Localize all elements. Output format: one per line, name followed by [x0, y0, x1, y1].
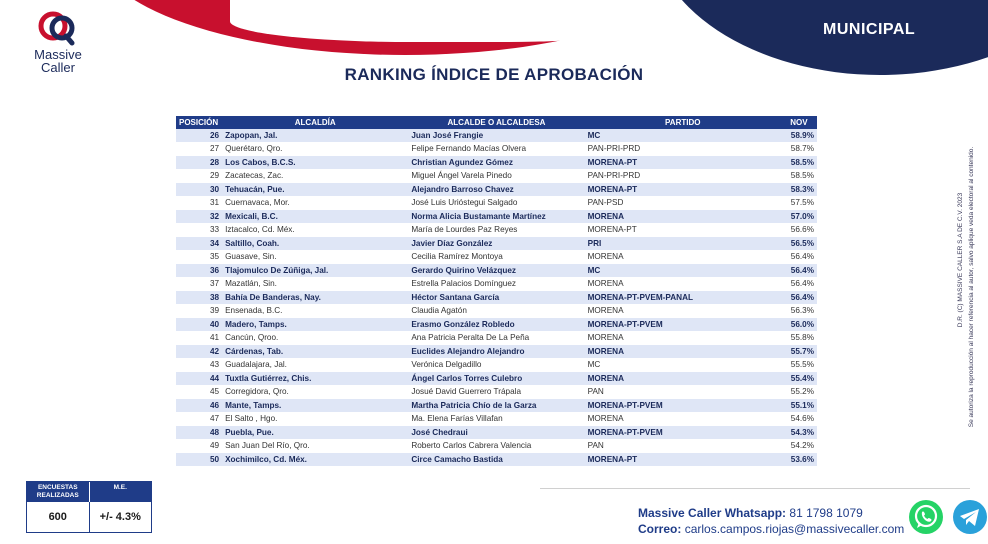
- cell-partido: MORENA-PT: [585, 183, 781, 197]
- cell-position: 33: [176, 223, 222, 237]
- stats-label-surveys: ENCUESTAS REALIZADAS: [27, 482, 90, 502]
- table-row: [176, 453, 817, 467]
- copyright-text: Se autoriza la reproducción al hacer referencia al autor, salvo aplique veda electoral al contenido.: [968, 146, 975, 428]
- cell-alcaldia: Cuernavaca, Mor.: [222, 196, 408, 210]
- cell-alcalde: Gerardo Quirino Velázquez: [408, 264, 584, 278]
- table-row: [176, 399, 817, 413]
- cell-alcalde: Christian Agundez Gómez: [408, 156, 584, 170]
- table-row: [176, 129, 817, 142]
- table-row: [176, 156, 817, 170]
- survey-stats-box: [26, 481, 152, 533]
- header-partido: PARTIDO: [585, 116, 781, 129]
- cell-alcalde: Circe Camacho Bastida: [408, 453, 584, 467]
- cell-alcaldia: Mexicali, B.C.: [222, 210, 408, 224]
- cell-partido: PAN-PRI-PRD: [585, 142, 781, 156]
- table-row: [176, 183, 817, 197]
- table-row: [176, 331, 817, 345]
- contact-info: [638, 506, 904, 537]
- cell-nov: 58.5%: [781, 156, 817, 170]
- table-row: [176, 210, 817, 224]
- cell-alcaldia: Tehuacán, Pue.: [222, 183, 408, 197]
- cell-alcaldia: Iztacalco, Cd. Méx.: [222, 223, 408, 237]
- cell-position: 36: [176, 264, 222, 278]
- cell-position: 40: [176, 318, 222, 332]
- cell-position: 41: [176, 331, 222, 345]
- cell-alcaldia: Bahía De Banderas, Nay.: [222, 291, 408, 305]
- cell-alcalde: Norma Alicia Bustamante Martínez: [408, 210, 584, 224]
- cell-alcaldia: Zacatecas, Zac.: [222, 169, 408, 183]
- cell-alcaldia: Guadalajara, Jal.: [222, 358, 408, 372]
- cell-nov: 57.0%: [781, 210, 817, 224]
- cell-alcaldia: El Salto , Hgo.: [222, 412, 408, 426]
- cell-nov: 58.5%: [781, 169, 817, 183]
- table-row: [176, 412, 817, 426]
- cell-alcaldia: Mazatlán, Sin.: [222, 277, 408, 291]
- ranking-table: [176, 116, 817, 467]
- cell-alcalde: Josué David Guerrero Trápala: [408, 385, 584, 399]
- cell-alcalde: Miguel Ángel Varela Pinedo: [408, 169, 584, 183]
- cell-alcaldia: Los Cabos, B.C.S.: [222, 156, 408, 170]
- cell-partido: MORENA: [585, 277, 781, 291]
- cell-alcaldia: Cárdenas, Tab.: [222, 345, 408, 359]
- cell-position: 30: [176, 183, 222, 197]
- table-row: [176, 304, 817, 318]
- cell-position: 32: [176, 210, 222, 224]
- cell-alcaldia: Tlajomulco De Zúñiga, Jal.: [222, 264, 408, 278]
- survey-date: 19 DE NOVIEMBRE 2024: [460, 18, 605, 32]
- cell-position: 38: [176, 291, 222, 305]
- cell-alcalde: María de Lourdes Paz Reyes: [408, 223, 584, 237]
- cell-alcaldia: Querétaro, Qro.: [222, 142, 408, 156]
- table-row: [176, 250, 817, 264]
- table-row: [176, 169, 817, 183]
- cell-alcalde: Héctor Santana García: [408, 291, 584, 305]
- cell-position: 45: [176, 385, 222, 399]
- table-row: [176, 358, 817, 372]
- table-row: [176, 237, 817, 251]
- cell-nov: 58.7%: [781, 142, 817, 156]
- cell-alcaldia: Puebla, Pue.: [222, 426, 408, 440]
- cell-alcaldia: Madero, Tamps.: [222, 318, 408, 332]
- cell-partido: MORENA-PT: [585, 156, 781, 170]
- cell-nov: 55.1%: [781, 399, 817, 413]
- table-row: [176, 142, 817, 156]
- cell-nov: 56.5%: [781, 237, 817, 251]
- cell-partido: MORENA-PT-PVEM-PANAL: [585, 291, 781, 305]
- cell-nov: 56.4%: [781, 277, 817, 291]
- table-row: [176, 439, 817, 453]
- cell-nov: 55.8%: [781, 331, 817, 345]
- table-row: [176, 264, 817, 278]
- cell-nov: 56.4%: [781, 250, 817, 264]
- cell-partido: MORENA-PT: [585, 453, 781, 467]
- cell-partido: MORENA: [585, 304, 781, 318]
- cell-alcalde: José Chedraui: [408, 426, 584, 440]
- cell-partido: PRI: [585, 237, 781, 251]
- cell-alcaldia: Tuxtla Gutiérrez, Chis.: [222, 372, 408, 386]
- cell-alcaldia: Guasave, Sin.: [222, 250, 408, 264]
- copyright-note: [968, 112, 978, 462]
- cell-partido: MORENA: [585, 412, 781, 426]
- email-label: Correo:: [638, 522, 682, 536]
- cell-nov: 55.7%: [781, 345, 817, 359]
- cell-position: 47: [176, 412, 222, 426]
- cell-alcalde: Ana Patricia Peralta De La Peña: [408, 331, 584, 345]
- cell-nov: 58.9%: [781, 129, 817, 142]
- cell-position: 28: [176, 156, 222, 170]
- cell-alcaldia: Xochimilco, Cd. Méx.: [222, 453, 408, 467]
- cell-nov: 56.4%: [781, 264, 817, 278]
- cell-position: 39: [176, 304, 222, 318]
- cell-nov: 56.3%: [781, 304, 817, 318]
- cell-position: 43: [176, 358, 222, 372]
- header-navy-band: [650, 0, 988, 75]
- cell-alcalde: José Luis Urióstegui Salgado: [408, 196, 584, 210]
- cell-alcalde: Ma. Elena Farías Villafan: [408, 412, 584, 426]
- cell-alcaldia: Saltillo, Coah.: [222, 237, 408, 251]
- cell-position: 34: [176, 237, 222, 251]
- cell-alcalde: Verónica Delgadillo: [408, 358, 584, 372]
- cell-alcalde: Roberto Carlos Cabrera Valencia: [408, 439, 584, 453]
- table-header-row: [176, 116, 817, 129]
- cell-alcalde: Ángel Carlos Torres Culebro: [408, 372, 584, 386]
- cell-position: 48: [176, 426, 222, 440]
- cell-position: 29: [176, 169, 222, 183]
- cell-partido: MORENA: [585, 331, 781, 345]
- cell-nov: 58.3%: [781, 183, 817, 197]
- cell-alcalde: Erasmo González Robledo: [408, 318, 584, 332]
- cell-nov: 54.3%: [781, 426, 817, 440]
- cell-partido: PAN-PSD: [585, 196, 781, 210]
- table-row: [176, 223, 817, 237]
- cell-position: 35: [176, 250, 222, 264]
- table-row: [176, 277, 817, 291]
- stats-surveys-value: 600: [27, 502, 90, 532]
- table-row: [176, 385, 817, 399]
- cell-alcalde: Javier Díaz González: [408, 237, 584, 251]
- cell-nov: 57.5%: [781, 196, 817, 210]
- cell-partido: MORENA-PT-PVEM: [585, 318, 781, 332]
- table-row: [176, 291, 817, 305]
- cell-position: 26: [176, 129, 222, 142]
- cell-position: 46: [176, 399, 222, 413]
- cell-nov: 54.6%: [781, 412, 817, 426]
- cell-alcalde: Estrella Palacios Domínguez: [408, 277, 584, 291]
- header-alcaldia: ALCALDÍA: [222, 116, 408, 129]
- cell-partido: MORENA: [585, 250, 781, 264]
- stats-label-me: M.E.: [113, 484, 127, 491]
- cell-partido: MORENA-PT: [585, 223, 781, 237]
- copyright-text-2: D.R. (C) MASSIVE CALLER S.A DE C.V. 2023: [957, 192, 964, 328]
- cell-alcaldia: Mante, Tamps.: [222, 399, 408, 413]
- cell-alcaldia: Zapopan, Jal.: [222, 129, 408, 142]
- page-title: RANKING ÍNDICE DE APROBACIÓN: [344, 65, 644, 84]
- header-nov: NOV: [781, 116, 817, 129]
- survey-label: Última encuesta elaborada:: [282, 18, 444, 32]
- cell-partido: MORENA-PT-PVEM: [585, 426, 781, 440]
- scope-label: MUNICIPAL: [823, 21, 916, 38]
- table-row: [176, 318, 817, 332]
- cell-nov: 56.4%: [781, 291, 817, 305]
- cell-alcaldia: Corregidora, Qro.: [222, 385, 408, 399]
- cell-position: 31: [176, 196, 222, 210]
- cell-partido: PAN-PRI-PRD: [585, 169, 781, 183]
- cell-position: 37: [176, 277, 222, 291]
- cell-nov: 56.0%: [781, 318, 817, 332]
- cell-position: 42: [176, 345, 222, 359]
- cell-nov: 55.2%: [781, 385, 817, 399]
- cell-alcalde: Juan José Frangie: [408, 129, 584, 142]
- survey-date-line: [282, 18, 604, 32]
- cell-nov: 53.6%: [781, 453, 817, 467]
- cell-alcalde: Cecilia Ramírez Montoya: [408, 250, 584, 264]
- cell-alcalde: Claudia Agatón: [408, 304, 584, 318]
- cell-alcaldia: San Juan Del Río, Qro.: [222, 439, 408, 453]
- footer-divider: [540, 488, 970, 489]
- cell-nov: 55.4%: [781, 372, 817, 386]
- cell-alcalde: Euclides Alejandro Alejandro: [408, 345, 584, 359]
- cell-position: 49: [176, 439, 222, 453]
- whatsapp-icon[interactable]: [908, 499, 944, 535]
- cell-partido: MC: [585, 129, 781, 142]
- cell-partido: PAN: [585, 439, 781, 453]
- cell-partido: PAN: [585, 385, 781, 399]
- table-row: [176, 372, 817, 386]
- cell-partido: MORENA: [585, 210, 781, 224]
- cell-alcalde: Alejandro Barroso Chavez: [408, 183, 584, 197]
- logo-text-line2: Caller: [41, 60, 75, 75]
- cell-partido: MORENA: [585, 372, 781, 386]
- cell-position: 27: [176, 142, 222, 156]
- email-link[interactable]: carlos.campos.riojas@massivecaller.com: [684, 522, 905, 536]
- cell-nov: 55.5%: [781, 358, 817, 372]
- cell-position: 50: [176, 453, 222, 467]
- whatsapp-number[interactable]: 81 1798 1079: [789, 506, 863, 520]
- cell-alcaldia: Cancún, Qroo.: [222, 331, 408, 345]
- ranking-table-body: [176, 129, 817, 466]
- logo-mark-icon: [36, 10, 80, 46]
- cell-partido: MORENA: [585, 345, 781, 359]
- header-position: POSICIÓN: [176, 116, 222, 129]
- cell-alcalde: Martha Patricia Chío de la Garza: [408, 399, 584, 413]
- cell-position: 44: [176, 372, 222, 386]
- cell-partido: MORENA-PT-PVEM: [585, 399, 781, 413]
- table-row: [176, 196, 817, 210]
- table-row: [176, 345, 817, 359]
- cell-partido: MC: [585, 358, 781, 372]
- whatsapp-label: Massive Caller Whatsapp:: [638, 506, 787, 520]
- cell-nov: 54.2%: [781, 439, 817, 453]
- cell-partido: MC: [585, 264, 781, 278]
- cell-alcaldia: Ensenada, B.C.: [222, 304, 408, 318]
- header-alcalde: ALCALDE O ALCALDESA: [408, 116, 584, 129]
- copyright-note-2: [957, 150, 967, 370]
- cell-alcalde: Felipe Fernando Macías Olvera: [408, 142, 584, 156]
- table-row: [176, 426, 817, 440]
- telegram-icon[interactable]: [952, 499, 988, 535]
- stats-me-value: +/- 4.3%: [99, 511, 141, 523]
- cell-nov: 56.6%: [781, 223, 817, 237]
- logo-text-line1: Massive: [34, 47, 82, 62]
